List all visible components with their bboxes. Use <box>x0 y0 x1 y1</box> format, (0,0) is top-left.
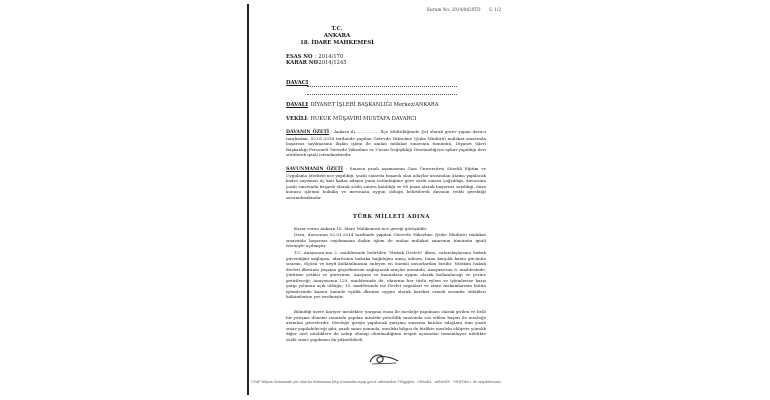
davaci-redacted-line-2 <box>307 94 457 95</box>
vekili-value: : HUKUK MÜŞAVİRİ MUSTAFA DAVARCI <box>307 116 417 122</box>
signature-mark <box>367 351 401 367</box>
decision-paragraph-1: Karar veren Ankara 18. İdare Mahkemesi'nce gereği görüşüldü: <box>294 226 428 231</box>
davaci-redacted-line <box>307 86 457 87</box>
vekili-label: VEKİLİ <box>286 116 307 122</box>
document-reference: Kurum No: 2014/0420TD <box>427 7 481 12</box>
decision-paragraph-3: T.C. Anayasası'nın 2. maddesinde belirtilen "Hukuk Devleti" ilkesi, vatandaşlarının hukuk güvenliğini sağlayan, idaresinin hukuka bağlılığını amaç edinen, buna karşılık kamu gücünün sınırını, ölçüsü ve keyfi kullanılmasını önleyen en önemli unsurlardan biridir. Nitekim hukuk devleti ilkesinin yaşama geçirilmesini sağlayacak araçlar arasında, Anayasa'nın 8. maddesinde, yürütme yetkisi ve görevinin, Anayasa ve kanunlara uygun olarak kullanılacağı ve yerine getirileceği; Anayasanın 125. maddesinde de, idarenin her türlü eylem ve işlemlerine karşı yargı yolunun açık olduğu; 10. maddesinde ise Devlet organları ve idare makamlarının bütün işlemlerinde kanun önünde eşitlik ilkesine uygun olarak hareket etmek zorunda oldukları hükümlerine yer verilmiştir. <box>286 250 486 300</box>
court-line-name: 18. İDARE MAHKEMESİ <box>300 40 374 46</box>
savunma-ozeti-text: : Sınavın yazılı aşamasının Gazi Üniversitesi Sürekli Eğitim ve Uygulama Merkezi'nce yapıldığı, yazılı sınavda başarılı olan adaylar arasından atama yapılacak kadro sayısının üç katı kadar adayın puan üstünlüğüne göre sözlü sınava çağrıldığı, davacının yazılı sınavında başarılı olarak sözlü sınava katıldığı ve 60 puan alarak başarısız sayıldığı, dava konusu işlemin hukuka ve mevzuata uygun olduğu belirtilerek davanın reddi gerektiği savunulmaktadır. <box>286 166 487 200</box>
davanin-ozeti-label: DAVANIN ÖZETİ <box>286 130 330 135</box>
savunma-ozeti-block <box>286 166 486 200</box>
court-line-city: ANKARA <box>323 33 351 39</box>
court-line-tc: T.C. <box>331 26 343 32</box>
decision-paragraph-4: Bilindiği üzere kariyer meslekler, yarışma esası ile mesleğe yapılması olarak girilen ve belli bir yetişme dönemi sonunda yapılan mesleki yeterlilik sınavında söz edilen başarı ile mesleğe atanılan görevlerdir. Mesleğe girişte yapılacak yarışma sınavına katılan adaylara tüm yazılı sınav yapılabileceği gibi, yazılı sınav yanında, mesleki bilgisi ile birlikte mesleki ehliyete yönelik diğer özel niteliklere de sahip olunup olunmadığının tespiti açısından tamamlayıcı nitelikte sözlü sınav yapılması da yükseltilirdi. <box>286 309 486 342</box>
davali-label: DAVALI <box>286 102 308 108</box>
decision-paragraph-2: Dava, davacının 02.01.2014 tarihinde yapılan Görevde Yükselme (Şube Müdürü) mülakat sınavında başarısız sayılmasına ilişkin işlem ile anılan mülakat sınavının tümünün iptali istemiyle açılmıştır. <box>286 232 486 249</box>
savunma-ozeti-label: SAVUNMANIN ÖZETİ <box>286 167 343 172</box>
footer-uyap-note: UYAP Bilişim Sisteminde yer alan bu dokümana http://vatandas.uyap.gov.tr adresinden YWgpgbw - eWxuEA - mEvuWV - 9NWVdw= ile erişebilirsiniz. <box>251 380 502 384</box>
karar-label: KARAR NO <box>286 60 319 66</box>
esas-value: : 2014/170 <box>315 54 344 60</box>
davali-value: : DİYANET İŞLERİ BAŞKANLIĞI Merkez/ANKARA <box>307 102 439 108</box>
davanin-ozeti-block <box>286 129 486 158</box>
davanin-ozeti-text: : Ankara ili, ................ İlçe Müftülüğünde Şef olarak görev yapan davacı tarafından, 02.01.2014 tarihinde yapılan Görevde Yükselme (Şube Müdürü) mülakat sınavında başarısız sayılmasına ilişkin işlem ile anılan mülakat sınavının tümünün, Diyanet İşleri Başkanlığı Personeli Görevde Yükselme ve Unvan Değişikliği Yönetmeliği'ne aykırı yapıldığı ileri sürülerek iptali istenilmektedir. <box>286 129 487 158</box>
esas-label: ESAS NO <box>286 54 313 60</box>
document-page <box>247 4 511 395</box>
page-number: S. 1/2 <box>489 7 502 12</box>
decision-title: TÜRK MİLLETİ ADINA <box>353 214 431 220</box>
karar-value: : 2014/1245 <box>315 60 347 66</box>
davaci-label: DAVACI <box>286 80 309 86</box>
